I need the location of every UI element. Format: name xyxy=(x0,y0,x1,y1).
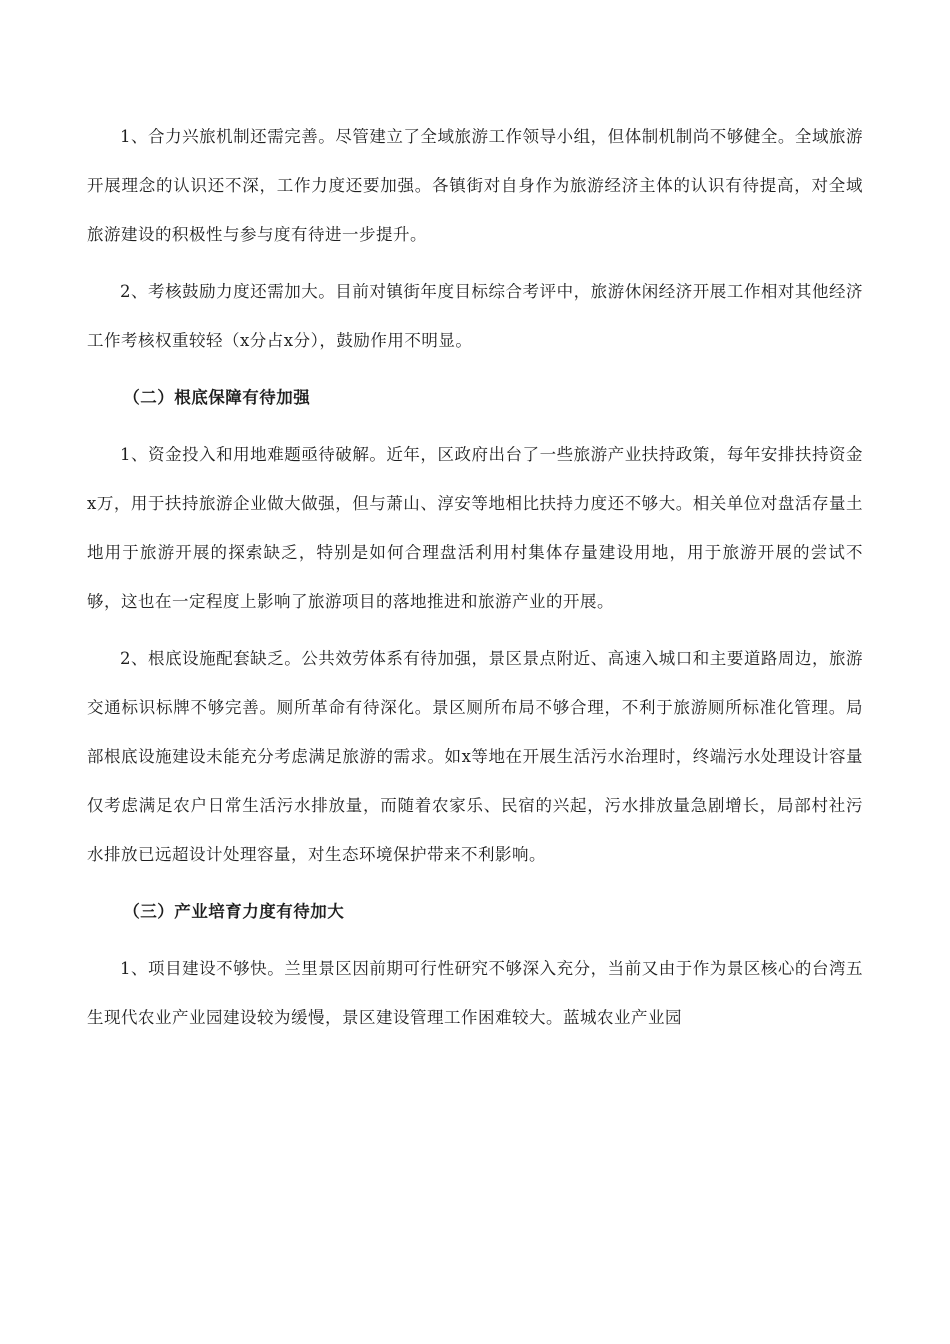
document-body xyxy=(87,112,863,1042)
paragraph-infrastructure: 2、根底设施配套缺乏。公共效劳体系有待加强，景区景点附近、高速入城口和主要道路周边，旅游交通标识标牌不够完善。厕所革命有待深化。景区厕所布局不够合理，不利于旅游厕所标准化管理。局部根底设施建设未能充分考虑满足旅游的需求。如x等地在开展生活污水治理时，终端污水处理设计容量仅考虑满足农户日常生活污水排放量，而随着农家乐、民宿的兴起，污水排放量急剧增长，局部村社污水排放已远超设计处理容量，对生态环境保护带来不利影响。 xyxy=(87,649,863,864)
section-heading-industry: （三）产业培育力度有待加大 xyxy=(123,902,345,921)
paragraph-assessment: 2、考核鼓励力度还需加大。目前对镇街年度目标综合考评中，旅游休闲经济开展工作相对其他经济工作考核权重较轻（x分占x分），鼓励作用不明显。 xyxy=(87,282,863,350)
section-heading-foundation: （二）根底保障有待加强 xyxy=(123,388,311,407)
paragraph-mechanism: 1、合力兴旅机制还需完善。尽管建立了全域旅游工作领导小组，但体制机制尚不够健全。全域旅游开展理念的认识还不深，工作力度还要加强。各镇街对自身作为旅游经济主体的认识有待提高，对全域旅游建设的积极性与参与度有待进一步提升。 xyxy=(87,127,863,244)
paragraph-project-construction: 1、项目建设不够快。兰里景区因前期可行性研究不够深入充分，当前又由于作为景区核心的台湾五生现代农业产业园建设较为缓慢，景区建设管理工作困难较大。蓝城农业产业园 xyxy=(87,959,863,1027)
paragraph-funding-land: 1、资金投入和用地难题亟待破解。近年，区政府出台了一些旅游产业扶持政策，每年安排扶持资金x万，用于扶持旅游企业做大做强，但与萧山、淳安等地相比扶持力度还不够大。相关单位对盘活存量土地用于旅游开展的探索缺乏，特别是如何合理盘活利用村集体存量建设用地，用于旅游开展的尝试不够，这也在一定程度上影响了旅游项目的落地推进和旅游产业的开展。 xyxy=(87,445,863,611)
